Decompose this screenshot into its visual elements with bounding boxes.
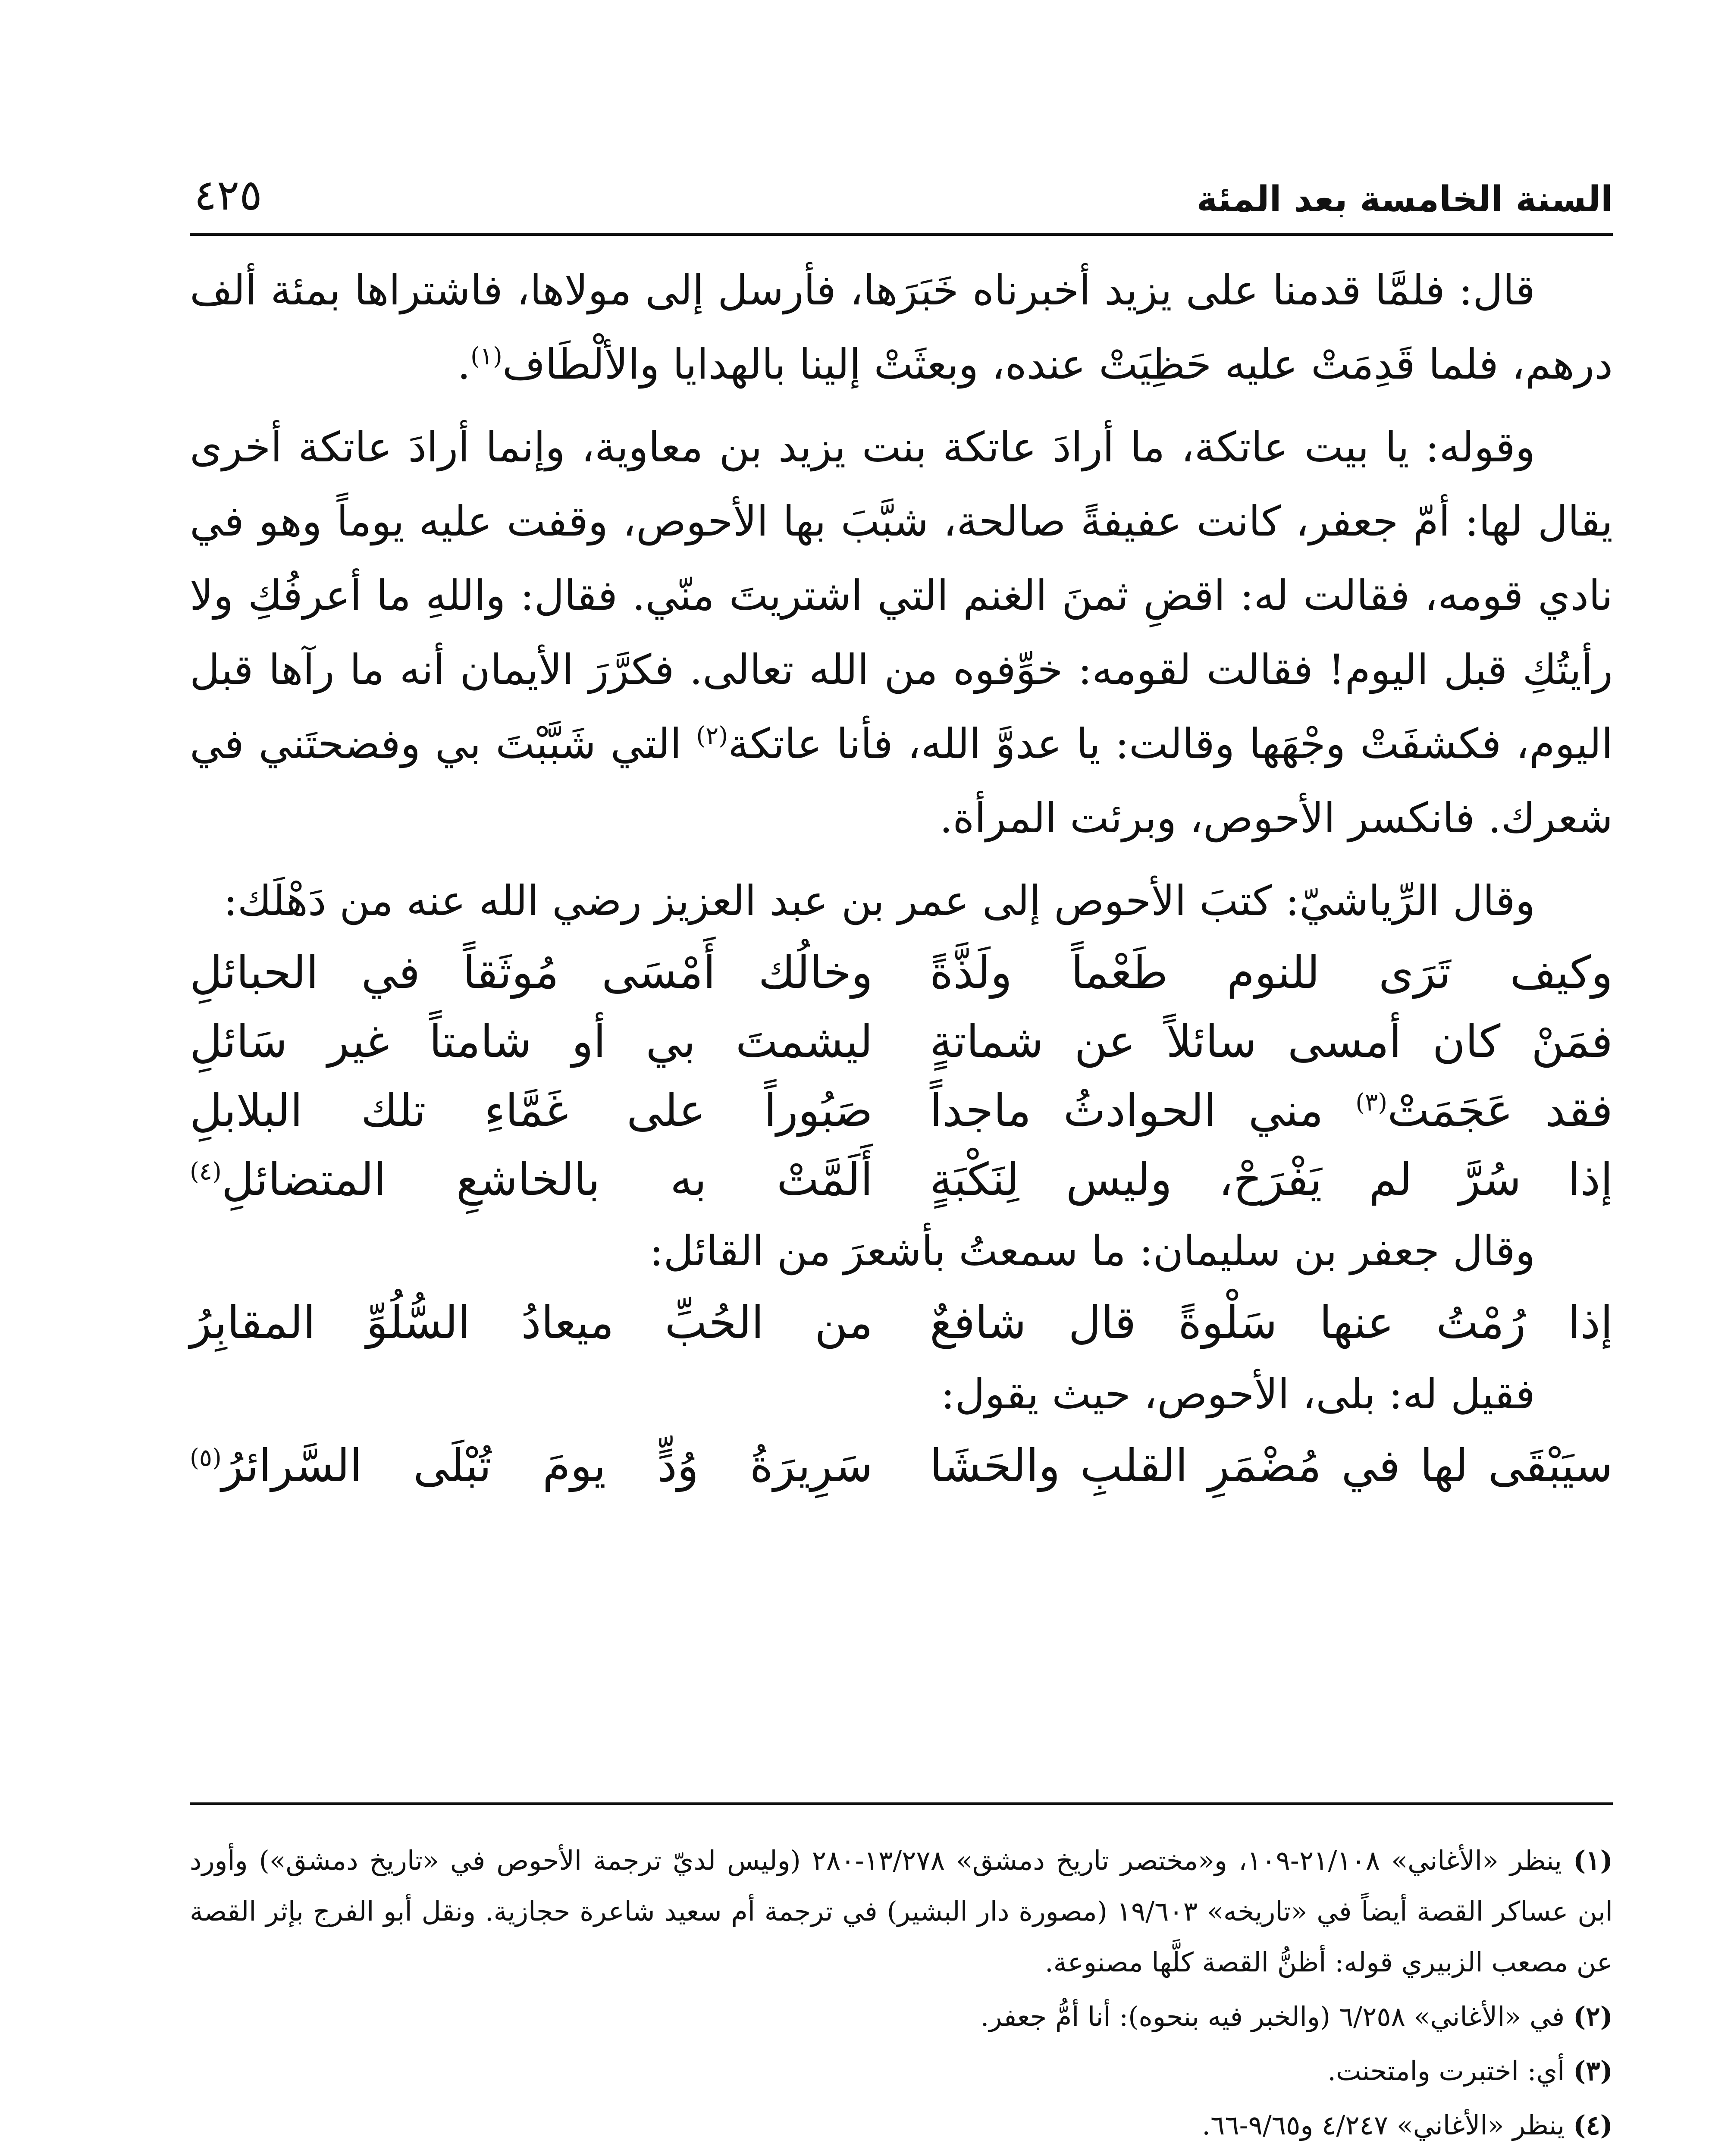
verse-second-hemistich: وخالُك أَمْسَى مُوثَقاً في الحبائلِ [190,946,873,999]
page-header [190,147,1613,236]
hemistich-text: سَرِيرَةُ وُدٍّ يومَ تُبْلَى السَّرائرُ [221,1439,873,1492]
footnote-text: ينظر «الأغاني» ٤/٢٤٧ و٩/٦٥-٦٦. [1202,2109,1565,2141]
paragraph [190,1357,1613,1431]
footnote [190,2100,1613,2151]
verse-second-hemistich [190,1431,873,1500]
footnote-marker: (٤) [190,1157,222,1186]
paragraph-end: . [457,340,471,389]
running-title: السنة الخامسة بعد المئة [1196,179,1613,220]
footnote [190,1991,1613,2042]
footnote-number: (١) [1573,1845,1613,1876]
verse-second-hemistich: من الحُبِّ ميعادُ السُّلُوِّ المقابِرُ [190,1296,873,1349]
paragraph [190,253,1613,401]
paragraph-text: قال: فلمَّا قدمنا على يزيد أخبرناه خَبَرَها، فأرسل إلى مولاها، فاشتراها بمئة ألف درهم، فلما قَدِمَتْ عليه حَظِيَتْ عنده، وبعثَتْ إلينا بالهدايا والألْطَاف [190,266,1613,389]
verse-first-hemistich: إذا سُرَّ لم يَفْرَحْ، وليس لِنَكْبَةٍ [930,1153,1613,1206]
main-text [190,253,1613,1500]
hemistich-text: مني الحوادثُ ماجداً [930,1084,1356,1137]
verse-first-hemistich: سيَبْقَى لها في مُضْمَرِ القلبِ والحَشَا [930,1439,1613,1492]
footnote-marker: (٥) [190,1444,222,1472]
poem-verse [190,1007,1613,1076]
poem-verse [190,1076,1613,1145]
footnote-number: (٤) [1573,2109,1613,2141]
poem-verse [190,938,1613,1007]
hemistich-text: أَلَمَّتْ به بالخاشعِ المتضائلِ [221,1153,873,1206]
footnote-text: أي: اختبرت وامتحنت. [1327,2055,1565,2087]
footnote-text: في «الأغاني» ٦/٢٥٨ (والخبر فيه بنحوه): أنا أمُّ جعفر. [980,2001,1565,2032]
footnote [190,1835,1613,1988]
footnote-marker: (٢) [696,722,728,750]
page-number: ٤٢٥ [194,171,262,220]
verse-second-hemistich: ليشمتَ بي أو شامتاً غير سَائلِ [190,1015,873,1068]
verse-first-hemistich: فمَنْ كان أمسى سائلاً عن شماتةٍ [930,1015,1613,1068]
verse-first-hemistich [930,1076,1613,1145]
poem-verse [190,1145,1613,1214]
footnote-number: (٢) [1573,2001,1613,2032]
verse-first-hemistich: إذا رُمْتُ عنها سَلْوةً قال شافعٌ [930,1296,1613,1349]
poem-verse [190,1288,1613,1357]
paragraph [190,410,1613,855]
footnote [190,2154,1613,2156]
paragraph-text: وقال الرِّياشيّ: كتبَ الأحوص إلى عمر بن عبد العزيز رضي الله عنه من دَهْلَك: [223,877,1535,925]
hemistich-text: فقد عَجَمَتْ [1387,1084,1613,1137]
paragraph-text: التي شَبَّبْتَ بي وفضحتَني في شعرك. فانكسر الأحوص، وبرئت المرأة. [190,720,1613,842]
verse-second-hemistich [190,1145,873,1214]
paragraph-text: وقوله: يا بيت عاتكة، ما أرادَ عاتكة بنت يزيد بن معاوية، وإنما أرادَ عاتكة أخرى يقال لها: أمّ جعفر، كانت عفيفةً صالحة، شبَّبَ بها الأحوص، وقفت عليه يوماً وهو في نادي قومه، فقالت له: اقضِ ثمنَ الغنم التي اشتريتَ منّي. فقال: واللهِ ما أعرفُكِ ولا رأيتُكِ قبل اليوم! فقالت لقومه: خوِّفوه من الله تعالى. فكرَّرَ الأيمان أنه ما رآها قبل اليوم، فكشفَتْ وجْهَها وقالت: يا عدوَّ الله، فأنا عاتكة [190,423,1613,768]
poem-verse [190,1431,1613,1500]
verse-second-hemistich: صَبُوراً على غَمَّاءِ تلك البلابلِ [190,1084,873,1137]
paragraph [190,864,1613,938]
footnote [190,2046,1613,2096]
footnotes-section [190,1802,1613,2156]
footnote-marker: (٣) [1355,1088,1388,1117]
verse-first-hemistich: وكيف تَرَى للنوم طَعْماً ولَذَّةً [930,946,1613,999]
footnote-number: (٣) [1573,2055,1613,2087]
footnote-text: ينظر «الأغاني» ٢١/١٠٨-١٠٩، و«مختصر تاريخ دمشق» ١٣/٢٧٨-٢٨٠ (وليس لديّ ترجمة الأحوص في «تاريخ دمشق») وأورد ابن عساكر القصة أيضاً في «تاريخه» ١٩/٦٠٣ (مصورة دار البشير) في ترجمة أم سعيد شاعرة حجازية. ونقل أبو الفرج بإثر القصة عن مصعب الزبيري قوله: أظنُّ القصة كلَّها مصنوعة. [190,1845,1613,1978]
paragraph [190,1214,1613,1288]
paragraph-text: فقيل له: بلى، الأحوص، حيث يقول: [941,1370,1535,1418]
page [190,147,1613,1500]
footnote-marker: (١) [470,342,502,370]
paragraph-text: وقال جعفر بن سليمان: ما سمعتُ بأشعرَ من القائل: [649,1227,1535,1275]
